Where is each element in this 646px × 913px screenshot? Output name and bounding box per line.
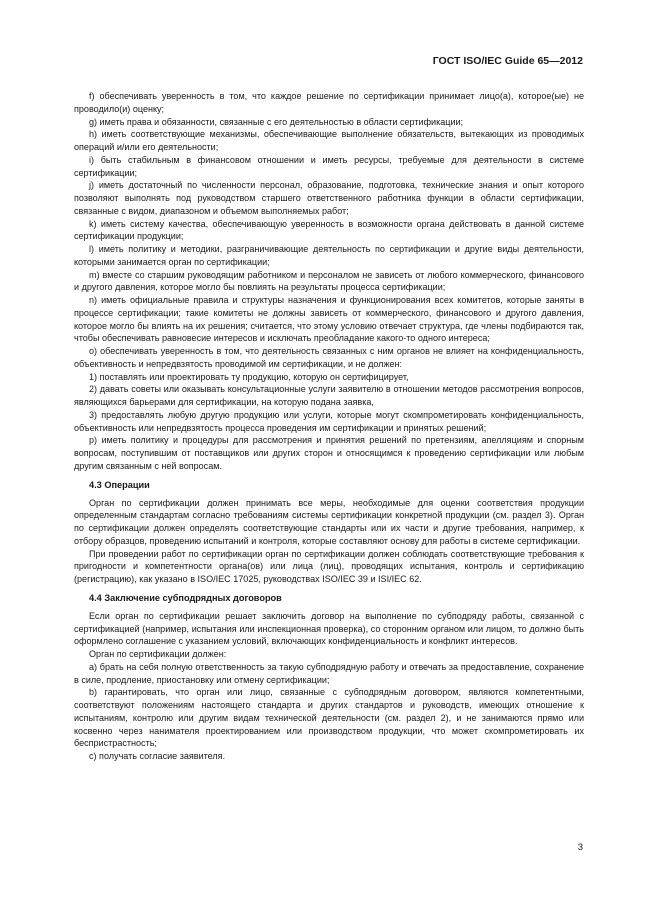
list-item: 2) давать советы или оказывать консультационные услуги заявителю в отношении методов рассмотрения вопросов, являющихся барьерами для сертификации, на которую подана заявка, xyxy=(74,384,584,407)
paragraph: Если орган по сертификации решает заключить договор на выполнение по субподряду работы, связанной с сертификацией (например, испытания или инспекционная проверка), со сторонним органом или лицом, то должно быть оформлено соглашение с указанием условий, включающих конфиденциальность и конфликт интересов. xyxy=(74,610,584,647)
list-item: l) иметь политику и методики, разграничивающие деятельность по сертификации и другие виды деятельности, которыми занимается орган по сертификации; xyxy=(74,244,584,267)
section-4-4-body xyxy=(74,610,584,763)
document-header: ГОСТ ISO/IEC Guide 65—2012 xyxy=(432,55,583,67)
list-item: h) иметь соответствующие механизмы, обеспечивающие выполнение обязательств, вытекающих из проводимых операций и/или его деятельности; xyxy=(74,129,584,152)
list-item: g) иметь права и обязанности, связанные с его деятельностью в области сертификации; xyxy=(89,116,464,127)
list-item: p) иметь политику и процедуры для рассмотрения и принятия решений по претензиям, апелляциям и спорным вопросам, поступившим от поставщиков или других сторон и относящимся к проведению сертификации или любым другим связанным с ней вопросам. xyxy=(74,435,584,471)
list-item: f) обеспечивать уверенность в том, что каждое решение по сертификации принимает лицо(а), которое(ые) не проводило(и) оценку; xyxy=(74,91,584,114)
list-item: i) быть стабильным в финансовом отношении и иметь ресурсы, требуемые для деятельности в системе сертификации; xyxy=(74,154,584,178)
list-item: 1) поставлять или проектировать ту продукцию, которую он сертифицирует, xyxy=(89,371,409,382)
list-item: а) брать на себя полную ответственность за такую субподрядную работу и отвечать за предоставление, сохранение в силе, продление, приостановку или отмену сертификации; xyxy=(74,661,584,685)
paragraph: Орган по сертификации должен принимать все меры, необходимые для оценки соответствия продукции определенным стандартам согласно требованиям системы сертификации конкретной продукции (см. раздел 3). Орган по сертификации должен определять соответствующие стандарты или их части и другие требования, например, к отбору образцов, проведению испытаний и контроля, которые составляют основу для работы в системе сертификации. xyxy=(74,497,584,546)
list-item: j) иметь достаточный по численности персонал, образование, подготовка, технические знания и опыт которого позволяют выполнять под руководством старшего ответственного работника функции в области сертификации, связанные с видом, диапазоном и объемом выполняемых работ; xyxy=(74,180,584,216)
section-heading-4-4: 4.4 Заключение субподрядных договоров xyxy=(89,592,282,603)
list-item: o) обеспечивать уверенность в том, что деятельность связанных с ним органов не влияет на конфиденциальность, объективность и непредвзятость проводимой им сертификации, и не должен: xyxy=(74,346,584,369)
document-body xyxy=(74,90,584,763)
list-item: k) иметь систему качества, обеспечивающую уверенность в возможности органа действовать в данной системе сертификации продукции; xyxy=(74,218,584,242)
paragraph: Орган по сертификации должен: xyxy=(89,649,227,659)
list-item: b) гарантировать, что орган или лицо, связанные с субподрядным договором, являются компетентными, соответствуют положениям настоящего стандарта и других стандартов и руководств, имеющих отношение к испытаниям, контролю или другим видам технической деятельности (см. раздел 2), и не занимаются прямо или косвенно через нанимателя проектированием или производством продукции, что может скомпрометировать их беспристрастность; xyxy=(74,687,584,749)
list-item: c) получать согласие заявителя. xyxy=(89,751,226,761)
list-item: m) вместе со старшим руководящим работником и персоналом не зависеть от любого коммерческого, финансового и другого давления, которое могло бы повлиять на результаты процесса сертификации; xyxy=(74,269,584,293)
section-4-3-body xyxy=(74,497,584,586)
page-number: 3 xyxy=(577,842,583,853)
requirements-list xyxy=(74,90,584,473)
list-item: n) иметь официальные правила и структуры назначения и функционирования всех комитетов, которые заняты в процессе сертификации; такие комитеты не должны зависеть от коммерческого, финансового и другого давления, которое могло бы влиять на их решения; считается, что этому условию отвечает структура, где члены подбираются так, чтобы обеспечивать равновесие интересов и исключать преобладание какого-то одного интереса; xyxy=(74,295,584,344)
section-heading-4-3: 4.3 Операции xyxy=(89,479,150,490)
paragraph: При проведении работ по сертификации орган по сертификации должен соблюдать соответствующие требования к пригодности и компетентности органа(ов) или лица (лиц), проводящих испытания, контроль и сертификацию (регистрацию), как указано в ISO/IEC 17025, руководствах ISO/IEC 39 и ISI/IEC 62. xyxy=(74,548,584,584)
list-item: 3) предоставлять любую другую продукцию или услуги, которые могут скомпрометировать конфиденциальность, объективность или непредвзятость процесса проведения им сертификации и принятых решений; xyxy=(74,409,584,433)
